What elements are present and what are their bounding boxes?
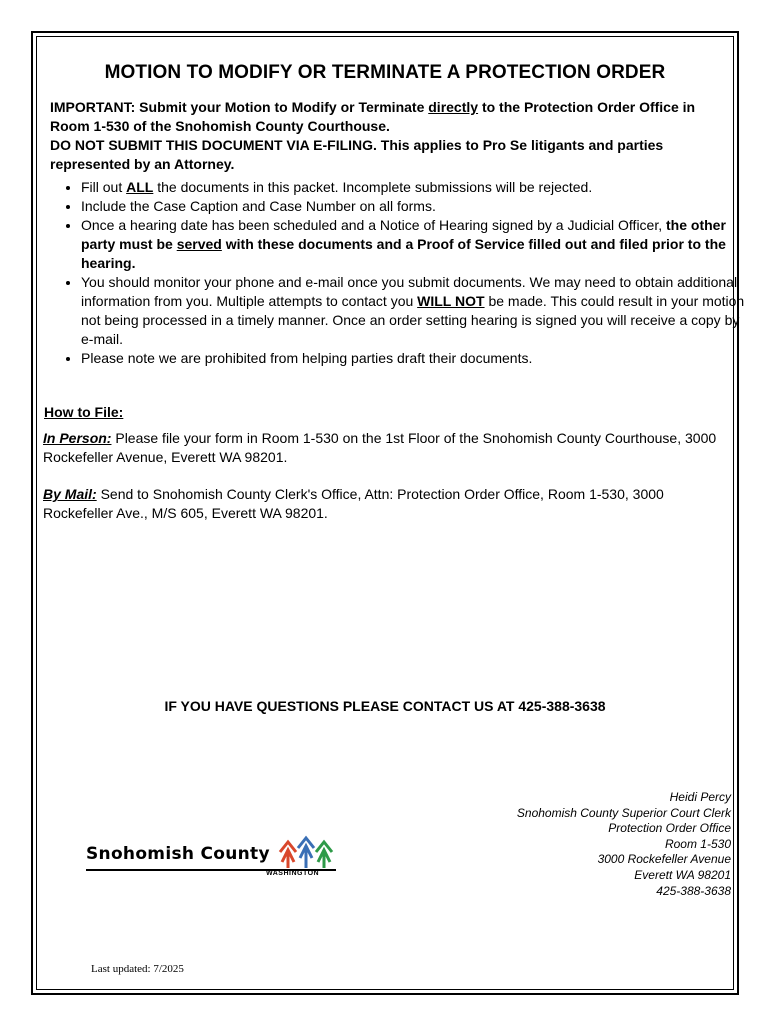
bullet-emphasis: WILL NOT (417, 293, 485, 309)
important-directly: directly (428, 99, 479, 115)
important-text-a: IMPORTANT: Submit your Motion to Modify or Terminate (50, 99, 429, 115)
contact-line: IF YOU HAVE QUESTIONS PLEASE CONTACT US AT 425-388-3638 (164, 698, 606, 714)
efiling-warning: DO NOT SUBMIT THIS DOCUMENT VIA E-FILING. This applies to Pro Se litigants and parties represented by an Attorney. (50, 137, 664, 172)
by-mail-label: By Mail: (43, 486, 97, 502)
address-line: 3000 Rockefeller Avenue (597, 852, 731, 867)
address-line: Heidi Percy (669, 790, 731, 804)
document-title: MOTION TO MODIFY OR TERMINATE A PROTECTION ORDER (104, 62, 666, 83)
last-updated: Last updated: 7/2025 (91, 963, 184, 975)
list-item (81, 178, 746, 197)
bullet-text: Fill out (81, 179, 127, 195)
bullet-emphasis: ALL (126, 179, 154, 195)
bullet-text: be made. This could result in your motion not being processed in a timely manner. Once an order setting hearing is signed you will receive a copy by e-mail. (81, 293, 745, 347)
how-to-file-heading: How to File: (44, 404, 124, 420)
bullet-emphasis: served (176, 236, 222, 252)
bullet-text: Include the Case Caption and Case Number on all forms. (81, 198, 436, 214)
tree-icon (278, 834, 334, 868)
by-mail-paragraph (43, 485, 723, 523)
logo-name: Snohomish County (86, 844, 270, 864)
bullet-text: You should monitor your phone and e-mail once you submit documents. We may need to obtain additional information from you. Multiple attempts to contact you (81, 274, 738, 309)
list-item (81, 349, 746, 368)
address-line: Everett WA 98201 (634, 867, 731, 882)
bullet-text: Please note we are prohibited from helping parties draft their documents. (81, 350, 533, 366)
important-notice (50, 98, 720, 174)
list-item (81, 216, 746, 273)
bullet-text: the documents in this packet. Incomplete submissions will be rejected. (153, 179, 593, 195)
logo-state: WASHINGTON (266, 870, 320, 877)
bullet-text: Once a hearing date has been scheduled and a Notice of Hearing signed by a Judicial Officer, (81, 217, 667, 233)
address-line: Room 1-530 (664, 836, 731, 851)
address-line: Snohomish County Superior Court Clerk (516, 805, 731, 820)
office-address-block (517, 790, 731, 899)
in-person-label: In Person: (43, 430, 112, 446)
instructions-list (58, 178, 746, 368)
address-line: Protection Order Office (608, 821, 731, 836)
in-person-paragraph (43, 429, 723, 467)
by-mail-text: Send to Snohomish County Clerk's Office, Attn: Protection Order Office, Room 1-530, 3000 Rockefeller Ave., M/S 605, Everett WA 98201. (43, 486, 664, 521)
list-item (81, 197, 746, 216)
bullet-bold: with these documents and a Proof of Service filled out and filed prior to the hearing. (81, 236, 726, 271)
address-line: 425-388-3638 (656, 883, 731, 898)
in-person-text: Please file your form in Room 1-530 on the 1st Floor of the Snohomish County Courthouse, 3000 Rockefeller Avenue, Everett WA 98201. (43, 430, 717, 465)
bullet-bold: the other party must be (81, 217, 726, 252)
list-item (81, 273, 746, 349)
important-text-b: to the Protection Order Office in Room 1-530 of the Snohomish County Courthouse. (50, 99, 696, 134)
county-logo (86, 834, 346, 884)
